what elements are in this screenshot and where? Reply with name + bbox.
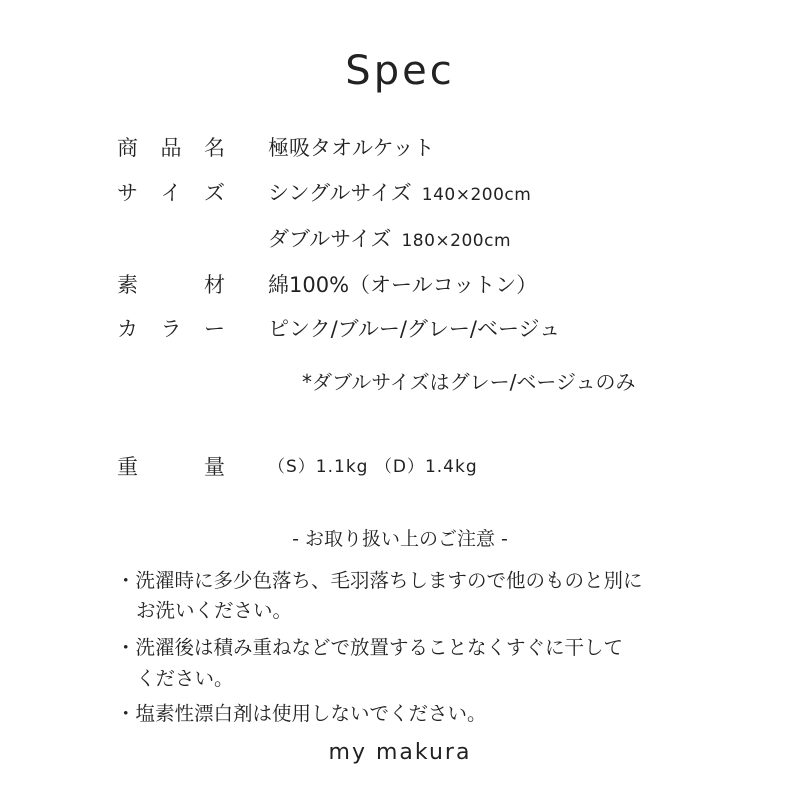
spec-label — [117, 270, 225, 300]
spec-row-size-single — [0, 178, 800, 208]
label-char: 品 — [160, 136, 182, 160]
caution-line: ・塩素性漂白剤は使用しないでください。 — [116, 702, 487, 725]
color-note: *ダブルサイズはグレー/ベージュのみ — [302, 370, 636, 394]
spec-value — [268, 452, 478, 482]
label-char: 素 — [117, 273, 138, 297]
spec-value-text: ピンク/ブルー/グレー/ベージュ — [268, 317, 561, 341]
spec-label — [117, 314, 225, 344]
spec-value — [268, 270, 537, 300]
label-char: サ — [117, 181, 138, 205]
label-char: カ — [117, 317, 138, 341]
spec-value-text: （S）1.1kg （D）1.4kg — [268, 457, 478, 477]
label-char: 材 — [204, 273, 225, 297]
label-char: 名 — [204, 136, 225, 160]
label-char: 量 — [204, 455, 225, 479]
spec-label — [117, 133, 225, 163]
spec-row-color — [0, 314, 800, 344]
spec-label — [117, 452, 225, 482]
spec-value-text: ダブルサイズ — [268, 227, 392, 251]
spec-dimension: 180×200cm — [401, 231, 512, 251]
caution-line: お洗いください。 — [136, 599, 293, 622]
label-char: ー — [204, 317, 225, 341]
spec-dimension: 140×200cm — [421, 185, 532, 205]
spec-value — [268, 178, 531, 210]
spec-row-weight — [0, 452, 800, 482]
spec-value — [268, 224, 511, 256]
spec-value — [268, 314, 560, 344]
caution-line: ください。 — [136, 667, 234, 690]
caution-line: ・洗濯時に多少色落ち、毛羽落ちしますので他のものと別に — [116, 569, 643, 592]
label-char: ズ — [204, 181, 225, 205]
spec-row-product-name — [0, 133, 800, 163]
label-char: 重 — [117, 455, 138, 479]
spec-row-size-double — [0, 224, 800, 254]
spec-row-material — [0, 270, 800, 300]
caution-line: ・洗濯後は積み重ねなどで放置することなくすぐに干して — [116, 636, 624, 659]
page-title: Spec — [345, 48, 455, 94]
spec-label — [117, 178, 225, 208]
spec-value-text: 綿100%（オールコットン） — [268, 273, 538, 297]
spec-value-text: シングルサイズ — [268, 181, 412, 205]
spec-value — [268, 133, 435, 163]
brand-logo: my makura — [328, 740, 472, 765]
label-char: イ — [160, 181, 182, 205]
caution-heading: - お取り扱い上のご注意 - — [292, 528, 508, 550]
label-char: ラ — [160, 317, 182, 341]
label-char: 商 — [117, 136, 138, 160]
spec-value-text: 極吸タオルケット — [268, 136, 435, 160]
